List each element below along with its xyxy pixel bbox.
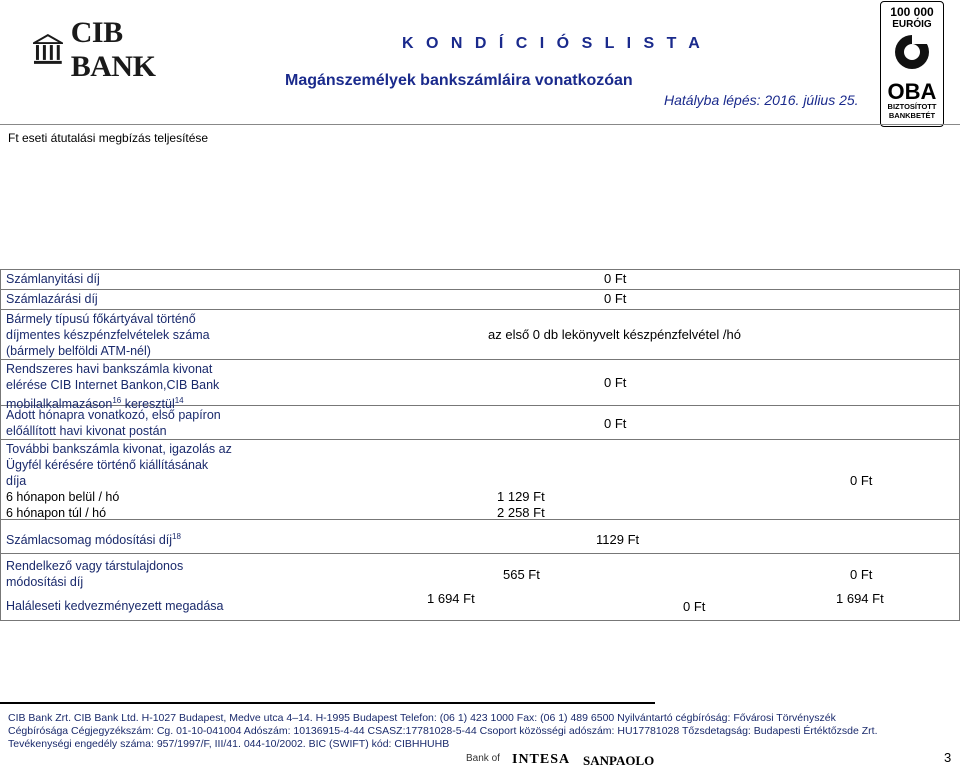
row-account-opening-label: Számlanyitási díj [6, 272, 100, 286]
row-account-closing-value: 0 Ft [604, 291, 627, 306]
row-atm-withdrawal-value: az első 0 db lekönyvelt készpénzfelvétel /hó [488, 327, 741, 342]
bank-building-icon [33, 34, 63, 66]
header-divider [0, 124, 960, 125]
row-paper-statement-label: Adott hónapra vonatkozó, első papíron előállított havi kivonat postán [6, 408, 221, 438]
intesa-logo: INTESA [512, 752, 571, 767]
row-owner-change-value-mid: 565 Ft [503, 567, 540, 582]
row-extra-statement-value-within: 1 129 Ft [497, 489, 545, 504]
oba-badge [880, 1, 944, 127]
row-account-closing-label: Számlazárási díj [6, 292, 98, 306]
row-internet-statement-value: 0 Ft [604, 375, 627, 390]
footer-rule [0, 702, 655, 704]
row-extra-statement-label: További bankszámla kivonat, igazolás az Ügyfél kérésére történő kiállításának díja 6 hónapon belül / hó 6 hónapon túl / hó [6, 442, 232, 520]
row-owner-change-label: Rendelkező vagy társtulajdonos módosítási díj [6, 559, 184, 589]
oba-amount: 100 000 [890, 5, 934, 19]
row-owner-change-value-right: 0 Ft [850, 567, 873, 582]
oba-badge-graphic [881, 2, 943, 126]
document-title: K O N D Í C I Ó S L I S T A [402, 35, 704, 52]
oba-brand: OBA [887, 79, 937, 104]
row-package-change-value: 1129 Ft [596, 532, 640, 547]
row-extra-statement-value-right: 0 Ft [850, 473, 873, 488]
row-beneficiary-value-mid: 0 Ft [683, 599, 706, 614]
row-atm-withdrawal-label: Bármely típusú főkártyával történő díjmentes készpénzfelvételek száma (bármely belföldi ATM-nél) [6, 312, 210, 358]
row-package-change-label: Számlacsomag módosítási díj$^{18}$ [6, 532, 181, 548]
sanpaolo-logo: SANPAOLO [583, 753, 655, 768]
row-beneficiary-value-right: 1 694 Ft [836, 591, 884, 606]
bank-of-label: Bank of [466, 753, 500, 764]
row-beneficiary-value-left: 1 694 Ft [427, 591, 475, 606]
row-internet-statement-label: Rendszeres havi bankszámla kivonat elérése CIB Internet Bankon,CIB Bank mobilalkalmazáson$^{16}$ keresztül$^{14}$ [6, 362, 220, 412]
row-account-opening-value: 0 Ft [604, 271, 627, 286]
bank-name: CIB BANK [70, 16, 156, 83]
row-extra-statement-value-beyond: 2 258 Ft [497, 505, 545, 520]
effective-date: Hatályba lépés: 2016. július 25. [664, 92, 859, 108]
footer-line-1: CIB Bank Zrt. CIB Bank Ltd. H-1027 Budapest, Medve utca 4–14. H-1995 Budapest Telefon: (06 1) 423 1000 Fax: (06 1) 489 6500 Nyilvántartó cégbíróság: Fővárosi Törvényszék [8, 712, 836, 724]
oba-currency: EURÓIG [892, 19, 932, 30]
section-label: Ft eseti átutalási megbízás teljesítése [8, 131, 209, 145]
cib-bank-logo [33, 16, 213, 83]
fee-table [0, 269, 960, 621]
footer-line-2: Cégbírósága Cégjegyzékszám: Cg. 01-10-041004 Adószám: 10136915-4-44 CSASZ:17781028-5-44 Csoport közösségi adószám: HU17781028 Tőzsdetagság: Budapesti Értéktőzsde Zrt. [8, 725, 878, 737]
page-number: 3 [944, 750, 952, 765]
row-beneficiary-label: Haláleseti kedvezményezett megadása [6, 599, 224, 613]
oba-line2: BANKBETÉT [888, 111, 936, 120]
oba-line1: BIZTOSÍTOTT [887, 102, 937, 111]
footer-line-3: Tevékenységi engedély száma: 957/1997/F, III/41. 044-10/2002. BIC (SWIFT) kód: CIBHHUHB [8, 738, 450, 750]
row-paper-statement-value: 0 Ft [604, 416, 627, 431]
document-subtitle: Magánszemélyek bankszámláira vonatkozóan [285, 72, 633, 89]
